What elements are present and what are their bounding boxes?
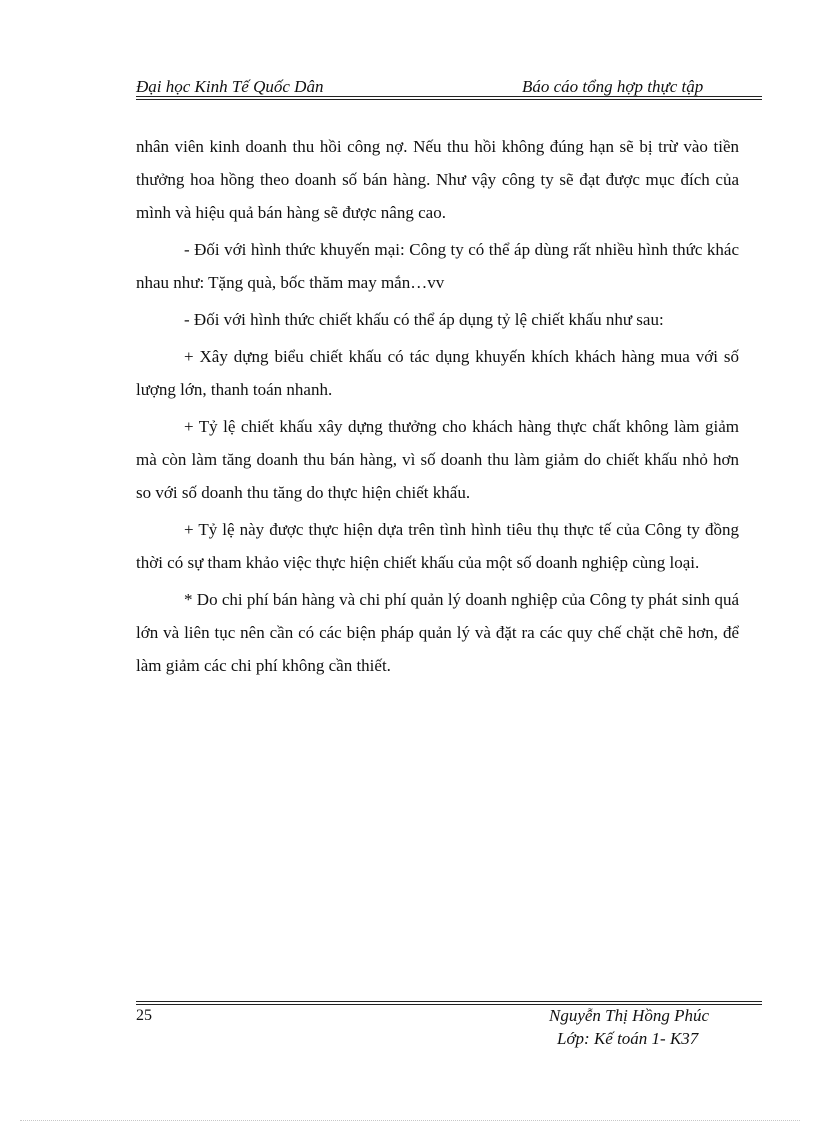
- header-divider: [136, 96, 762, 100]
- paragraph-7: * Do chi phí bán hàng và chi phí quản lý doanh nghiệp của Công ty phát sinh quá lớn và liên tục nên cần có các biện pháp quản lý và đặt ra các quy chế chặt chẽ hơn, để làm giảm các chi phí không cần thiết.: [136, 590, 739, 675]
- header-university: Đại học Kinh Tế Quốc Dân: [136, 77, 324, 96]
- paragraph-3: - Đối với hình thức chiết khấu có thể áp dụng tỷ lệ chiết khấu như sau:: [184, 310, 664, 329]
- paragraph-5: + Tỷ lệ chiết khấu xây dựng thưởng cho khách hàng thực chất không làm giảm mà còn làm tăng doanh thu bán hàng, vì số doanh thu làm giảm do chiết khấu nhỏ hơn so với số doanh thu tăng do thực hiện chiết khấu.: [136, 417, 739, 502]
- paragraph-6: + Tỷ lệ này được thực hiện dựa trên tình hình tiêu thụ thực tế của Công ty đồng thời có sự tham khảo việc thực hiện chiết khấu của một số doanh nghiệp cùng loại.: [136, 520, 739, 572]
- document-body: [136, 130, 739, 686]
- paragraph-1: nhân viên kinh doanh thu hồi công nợ. Nếu thu hồi không đúng hạn sẽ bị trừ vào tiền thưởng hoa hồng theo doanh số bán hàng. Như vậy công ty sẽ đạt được mục đích của mình và hiệu quả bán hàng sẽ được nâng cao.: [136, 137, 739, 222]
- footer-class: Lớp: Kế toán 1- K37: [557, 1029, 699, 1048]
- header-report-title: Báo cáo tổng hợp thực tập: [522, 77, 704, 96]
- paragraph-2: - Đối với hình thức khuyến mại: Công ty có thể áp dùng rất nhiều hình thức khác nhau như: Tặng quà, bốc thăm may mắn…vv: [136, 240, 739, 292]
- page-header: [136, 76, 762, 98]
- footer-author: Nguyễn Thị Hồng Phúc: [549, 1006, 710, 1025]
- page-edge-divider: [20, 1120, 800, 1121]
- paragraph-4: + Xây dựng biểu chiết khấu có tác dụng khuyến khích khách hàng mua với số lượng lớn, thanh toán nhanh.: [136, 347, 739, 399]
- page-number: 25: [136, 1007, 152, 1024]
